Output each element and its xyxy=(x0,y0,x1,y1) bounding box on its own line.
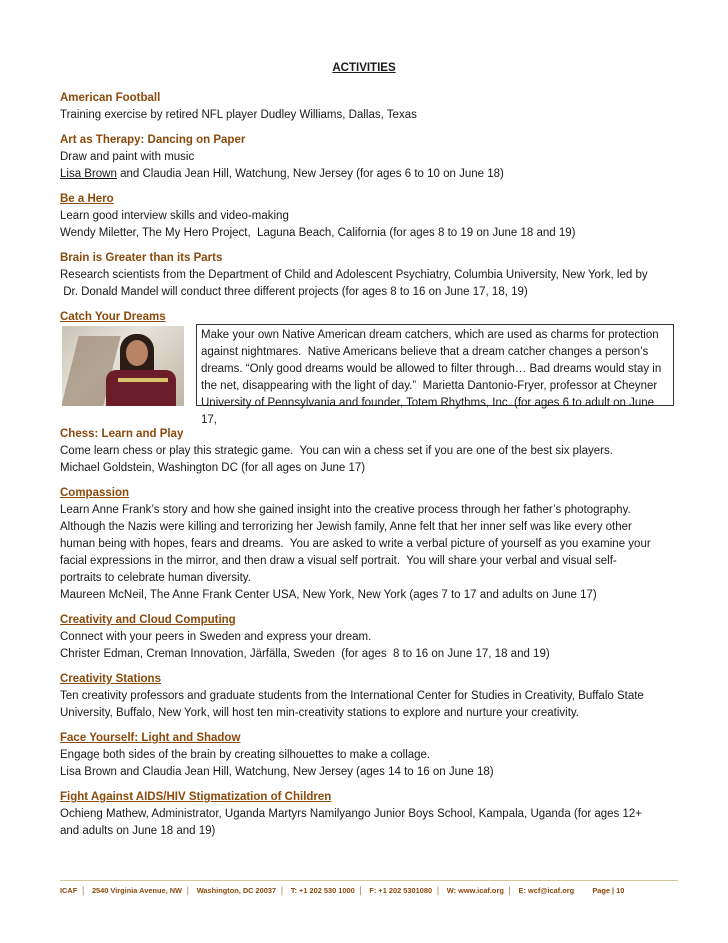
activity-catch-dreams xyxy=(60,326,690,426)
activity-title: Face Yourself: Light and Shadow xyxy=(60,732,241,744)
activity-face-yourself xyxy=(60,730,690,781)
footer-fax: F: +1 202 5301080 xyxy=(369,886,433,895)
activity-title: Art as Therapy: Dancing on Paper xyxy=(60,134,246,146)
activity-line: Training exercise by retired NFL player Dudley Williams, Dallas, Texas xyxy=(60,109,417,121)
activity-line: Ochieng Mathew, Administrator, Uganda Martyrs Namilyango Junior Boys School, Kampala, Uganda (for ages 12+ xyxy=(60,808,643,820)
activity-title: Creativity Stations xyxy=(60,673,161,685)
activity-line: and adults on June 18 and 19) xyxy=(60,825,216,837)
activity-line: Although the Nazis were killing and terrorizing her Jewish family, Anne felt that her inner self was like every other xyxy=(60,521,632,533)
activity-line: portraits to celebrate human diversity. xyxy=(60,572,251,584)
person-link[interactable]: Lisa Brown xyxy=(60,168,117,180)
dream-line: the net, disappearing with the light of day.” Marietta Dantonio-Fryer, professor at Cheyner xyxy=(201,380,658,392)
activity-line: Lisa Brown and Claudia Jean Hill, Watchung, New Jersey (ages 14 to 16 on June 18) xyxy=(60,766,494,778)
activity-american-football xyxy=(60,90,690,124)
activity-title-dreams: Catch Your Dreams xyxy=(60,311,166,323)
page-footer: ICAF │ 2540 Virginia Avenue, NW │ Washington, DC 20037 │ T: +1 202 530 1000 │ F: +1 202 5301080 │ W: www.icaf.org │ E: wcf@icaf.org Page | 10 xyxy=(60,886,625,895)
dream-line: Make your own Native American dream catchers, which are used as charms for protection xyxy=(201,329,659,341)
activities-list xyxy=(60,90,690,848)
activity-title: Fight Against AIDS/HIV Stigmatization of Children xyxy=(60,791,332,803)
activity-compassion xyxy=(60,485,690,604)
dress-shape xyxy=(106,370,176,406)
page-number: Page | 10 xyxy=(592,886,625,895)
footer-address: 2540 Virginia Avenue, NW xyxy=(91,886,183,895)
activity-title: Compassion xyxy=(60,487,130,499)
footer-email[interactable]: E: wcf@icaf.org xyxy=(518,886,575,895)
beads-shape xyxy=(118,378,168,382)
footer-phone: T: +1 202 530 1000 xyxy=(290,886,355,895)
activity-line: Research scientists from the Department of Child and Adolescent Psychiatry, Columbia University, New York, led by xyxy=(60,269,648,281)
dream-line: University of Pennsylvania and founder, Totem Rhythms, Inc. (for ages 6 to adult on June 17, xyxy=(201,397,658,426)
activity-line: Wendy Miletter, The My Hero Project, Laguna Beach, California (for ages 8 to 19 on June 18 and 19) xyxy=(60,227,576,239)
dream-catcher-photo xyxy=(62,326,184,406)
activity-line: Maureen McNeil, The Anne Frank Center USA, New York, New York (ages 7 to 17 and adults on June 17) xyxy=(60,589,597,601)
activity-title: Be a Hero xyxy=(60,193,114,205)
activity-be-a-hero xyxy=(60,191,690,242)
activity-cloud-computing xyxy=(60,612,690,663)
activity-title: Brain is Greater than its Parts xyxy=(60,252,223,264)
activity-chess xyxy=(60,426,690,477)
activity-title: American Football xyxy=(60,92,161,104)
activity-line xyxy=(60,166,690,183)
dream-line: against nightmares. Native Americans believe that a dream catcher changes a person’s xyxy=(201,346,649,358)
activity-line: Dr. Donald Mandel will conduct three different projects (for ages 8 to 16 on June 17, 18, 19) xyxy=(60,286,528,298)
activity-line: Michael Goldstein, Washington DC (for all ages on June 17) xyxy=(60,462,366,474)
activity-line: Ten creativity professors and graduate students from the International Center for Studies in Creativity, Buffalo State xyxy=(60,690,644,702)
activity-line: Engage both sides of the brain by creating silhouettes to make a collage. xyxy=(60,749,431,761)
activity-art-therapy xyxy=(60,132,690,183)
activity-line: human being with hopes, fears and dreams. You are asked to write a verbal picture of yourself as you examine your xyxy=(60,538,651,550)
activity-line: Christer Edman, Creman Innovation, Järfälla, Sweden (for ages 8 to 16 on June 17, 18 and 19) xyxy=(60,648,550,660)
activity-line: Connect with your peers in Sweden and express your dream. xyxy=(60,631,372,643)
footer-org: ICAF xyxy=(60,886,78,895)
footer-divider xyxy=(60,880,678,881)
page-heading: ACTIVITIES xyxy=(332,62,396,74)
dream-description-box xyxy=(196,324,674,426)
dream-line: dreams. “Only good dreams would be allowed to filter through… Bad dreams would stay in xyxy=(201,363,662,375)
face-shape xyxy=(126,340,148,366)
activity-line: Draw and paint with music xyxy=(60,151,195,163)
activity-creativity-stations xyxy=(60,671,690,722)
activity-brain xyxy=(60,250,690,301)
activity-line: University, Buffalo, New York, will host ten min-creativity stations to explore and nurture your creativity. xyxy=(60,707,579,719)
activity-line: Learn Anne Frank’s story and how she gained insight into the creative process through her father’s photography. xyxy=(60,504,631,516)
activity-line: Come learn chess or play this strategic game. You can win a chess set if you are one of the best six players. xyxy=(60,445,613,457)
footer-web[interactable]: W: www.icaf.org xyxy=(446,886,504,895)
activity-title: Creativity and Cloud Computing xyxy=(60,614,236,626)
activity-line: Learn good interview skills and video-making xyxy=(60,210,289,222)
activity-line: facial expressions in the mirror, and then draw a visual self portrait. You will share your verbal and visual self- xyxy=(60,555,617,567)
footer-city: Washington, DC 20037 xyxy=(196,886,277,895)
activity-fight-aids xyxy=(60,789,690,840)
activity-line-rest: and Claudia Jean Hill, Watchung, New Jersey (for ages 6 to 10 on June 18) xyxy=(116,168,504,180)
activity-title: Chess: Learn and Play xyxy=(60,428,184,440)
